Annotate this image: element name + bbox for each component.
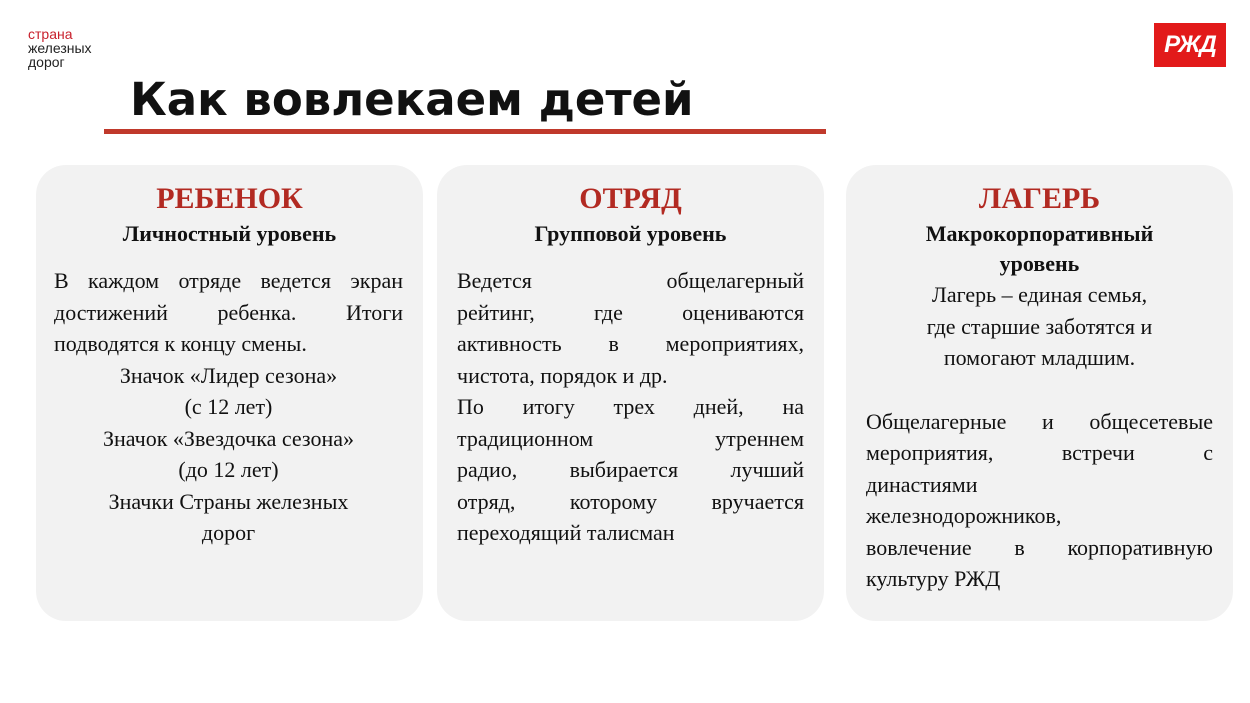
rzd-logo: РЖД — [1154, 23, 1226, 67]
body-line: мероприятия, встречи с — [866, 440, 1213, 465]
body-line: дорог — [201, 520, 256, 545]
spacer — [866, 374, 1213, 406]
body-line: династиями — [866, 471, 978, 497]
brand-wordmark — [28, 27, 92, 69]
body-line: В каждом отряде ведется экран — [54, 268, 403, 293]
body-line: (с 12 лет) — [184, 394, 273, 419]
body-line: рейтинг, где оцениваются — [457, 299, 804, 325]
body-line: достижений ребенка. Итоги — [54, 299, 403, 325]
body-line: подводятся к концу смены. — [54, 331, 307, 356]
card-title: РЕБЕНОК — [156, 182, 303, 215]
brand-line-1: страна — [28, 26, 73, 42]
card-title: ОТРЯД — [579, 182, 682, 215]
body-line: Ведется общелагерный — [457, 268, 804, 293]
body-line: переходящий талисман — [457, 520, 675, 545]
body-line: железнодорожников, — [866, 503, 1062, 528]
body-line: (до 12 лет) — [178, 457, 279, 482]
card-body — [866, 279, 1213, 595]
card-subtitle: уровень — [999, 251, 1080, 276]
card-body — [457, 265, 804, 549]
body-line: радио, выбирается лучший — [457, 457, 804, 482]
card-child — [36, 165, 423, 621]
body-line: помогают младшим. — [943, 345, 1136, 370]
page-title: Как вовлекаем детей — [130, 73, 694, 126]
body-line: Общелагерные и общесетевые — [866, 408, 1213, 434]
card-body — [54, 265, 403, 549]
body-line: Лагерь – единая семья, — [931, 282, 1148, 307]
body-line: где старшие заботятся и — [926, 313, 1153, 339]
card-subtitle: Групповой уровень — [534, 221, 727, 246]
body-line: Значки Страны железных — [108, 488, 349, 514]
card-camp — [846, 165, 1233, 621]
body-line: Значок «Лидер сезона» — [119, 362, 338, 388]
card-title: ЛАГЕРЬ — [978, 182, 1101, 215]
card-subtitle: Макрокорпоративный — [925, 221, 1154, 246]
brand-line-2: железных — [28, 40, 92, 56]
card-subtitle: Личностный уровень — [122, 221, 337, 246]
body-line: культуру РЖД — [866, 566, 1001, 591]
body-line: Значок «Звездочка сезона» — [102, 425, 354, 451]
body-line: отряд, которому вручается — [457, 488, 804, 514]
card-squad — [437, 165, 824, 621]
title-underline — [104, 129, 826, 134]
body-line: вовлечение в корпоративную — [866, 534, 1213, 560]
body-line: традиционном утреннем — [457, 425, 804, 451]
body-line: активность в мероприятиях, — [457, 331, 804, 356]
body-line: По итогу трех дней, на — [457, 394, 804, 419]
body-line: чистота, порядок и др. — [457, 362, 668, 388]
brand-line-3: дорог — [28, 54, 65, 70]
